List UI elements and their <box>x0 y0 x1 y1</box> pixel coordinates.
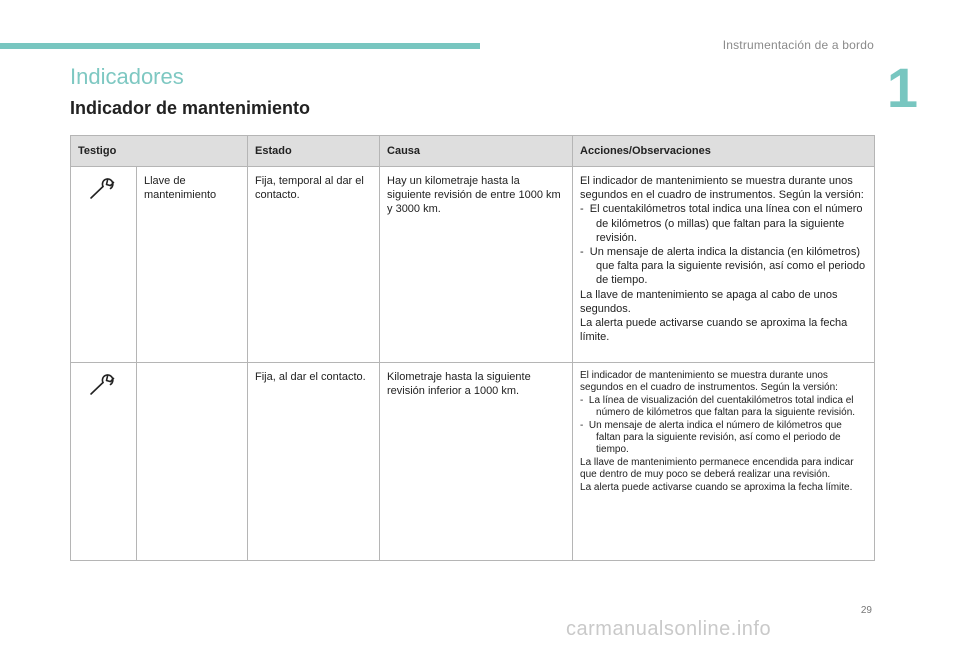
indicator-name: Llave de mantenimiento <box>137 167 248 363</box>
subsection-title: Indicador de mantenimiento <box>70 98 311 118</box>
page-number: 29 <box>860 605 872 616</box>
wrench-icon <box>86 177 116 201</box>
header-accent-bar <box>0 43 480 49</box>
acciones-list-item: - Un mensaje de alerta indica el número de kilómetros que faltan para la siguiente revisión, así como el periodo de tiempo. <box>580 419 842 456</box>
chapter-number: 1 <box>886 56 918 119</box>
acciones-text: La alerta puede activarse cuando se aproxima la fecha límite. <box>580 481 853 493</box>
table-header-row <box>71 136 875 167</box>
maintenance-indicator-table <box>70 135 875 561</box>
section-title: Indicadores <box>70 64 184 89</box>
indicator-name <box>137 363 248 561</box>
table-row <box>71 363 875 561</box>
acciones-text: La llave de mantenimiento se apaga al cabo de unos segundos. <box>580 288 838 315</box>
acciones-text: El indicador de mantenimiento se muestra durante unos segundos en el cuadro de instrumentos. Según la versión: <box>580 370 838 394</box>
estado-cell: Fija, al dar el contacto. <box>248 363 380 561</box>
acciones-list-item: - El cuentakilómetros total indica una línea con el número de kilómetros (o millas) que faltan para la siguiente revisión. <box>580 203 863 244</box>
header-causa: Causa <box>380 136 573 167</box>
causa-cell: Kilometraje hasta la siguiente revisión inferior a 1000 km. <box>380 363 573 561</box>
acciones-list-item: - La línea de visualización del cuentakilómetros total indica el número de kilómetros que faltan para la siguiente revisión. <box>580 394 856 419</box>
watermark: carmanualsonline.info <box>566 618 772 640</box>
header-estado: Estado <box>248 136 380 167</box>
causa-cell: Hay un kilometraje hasta la siguiente revisión de entre 1000 km y 3000 km. <box>380 167 573 363</box>
acciones-text: El indicador de mantenimiento se muestra durante unos segundos en el cuadro de instrumentos. Según la versión: <box>580 175 864 202</box>
acciones-text: La alerta puede activarse cuando se aproxima la fecha límite. <box>580 317 848 344</box>
header-acciones: Acciones/Observaciones <box>573 136 875 167</box>
estado-cell: Fija, temporal al dar el contacto. <box>248 167 380 363</box>
acciones-list-item: - Un mensaje de alerta indica la distancia (en kilómetros) que falta para la siguiente revisión, así como el periodo de tiempo. <box>580 246 866 287</box>
acciones-cell <box>573 363 875 561</box>
table-row <box>71 167 875 363</box>
icon-cell <box>71 363 137 561</box>
chapter-title: Instrumentación de a bordo <box>722 38 874 52</box>
wrench-icon <box>86 373 116 397</box>
acciones-cell <box>573 167 875 363</box>
acciones-text: La llave de mantenimiento permanece encendida para indicar que dentro de muy poco se deberá realizar una revisión. <box>580 456 854 481</box>
header-testigo: Testigo <box>71 136 248 167</box>
icon-cell <box>71 167 137 363</box>
